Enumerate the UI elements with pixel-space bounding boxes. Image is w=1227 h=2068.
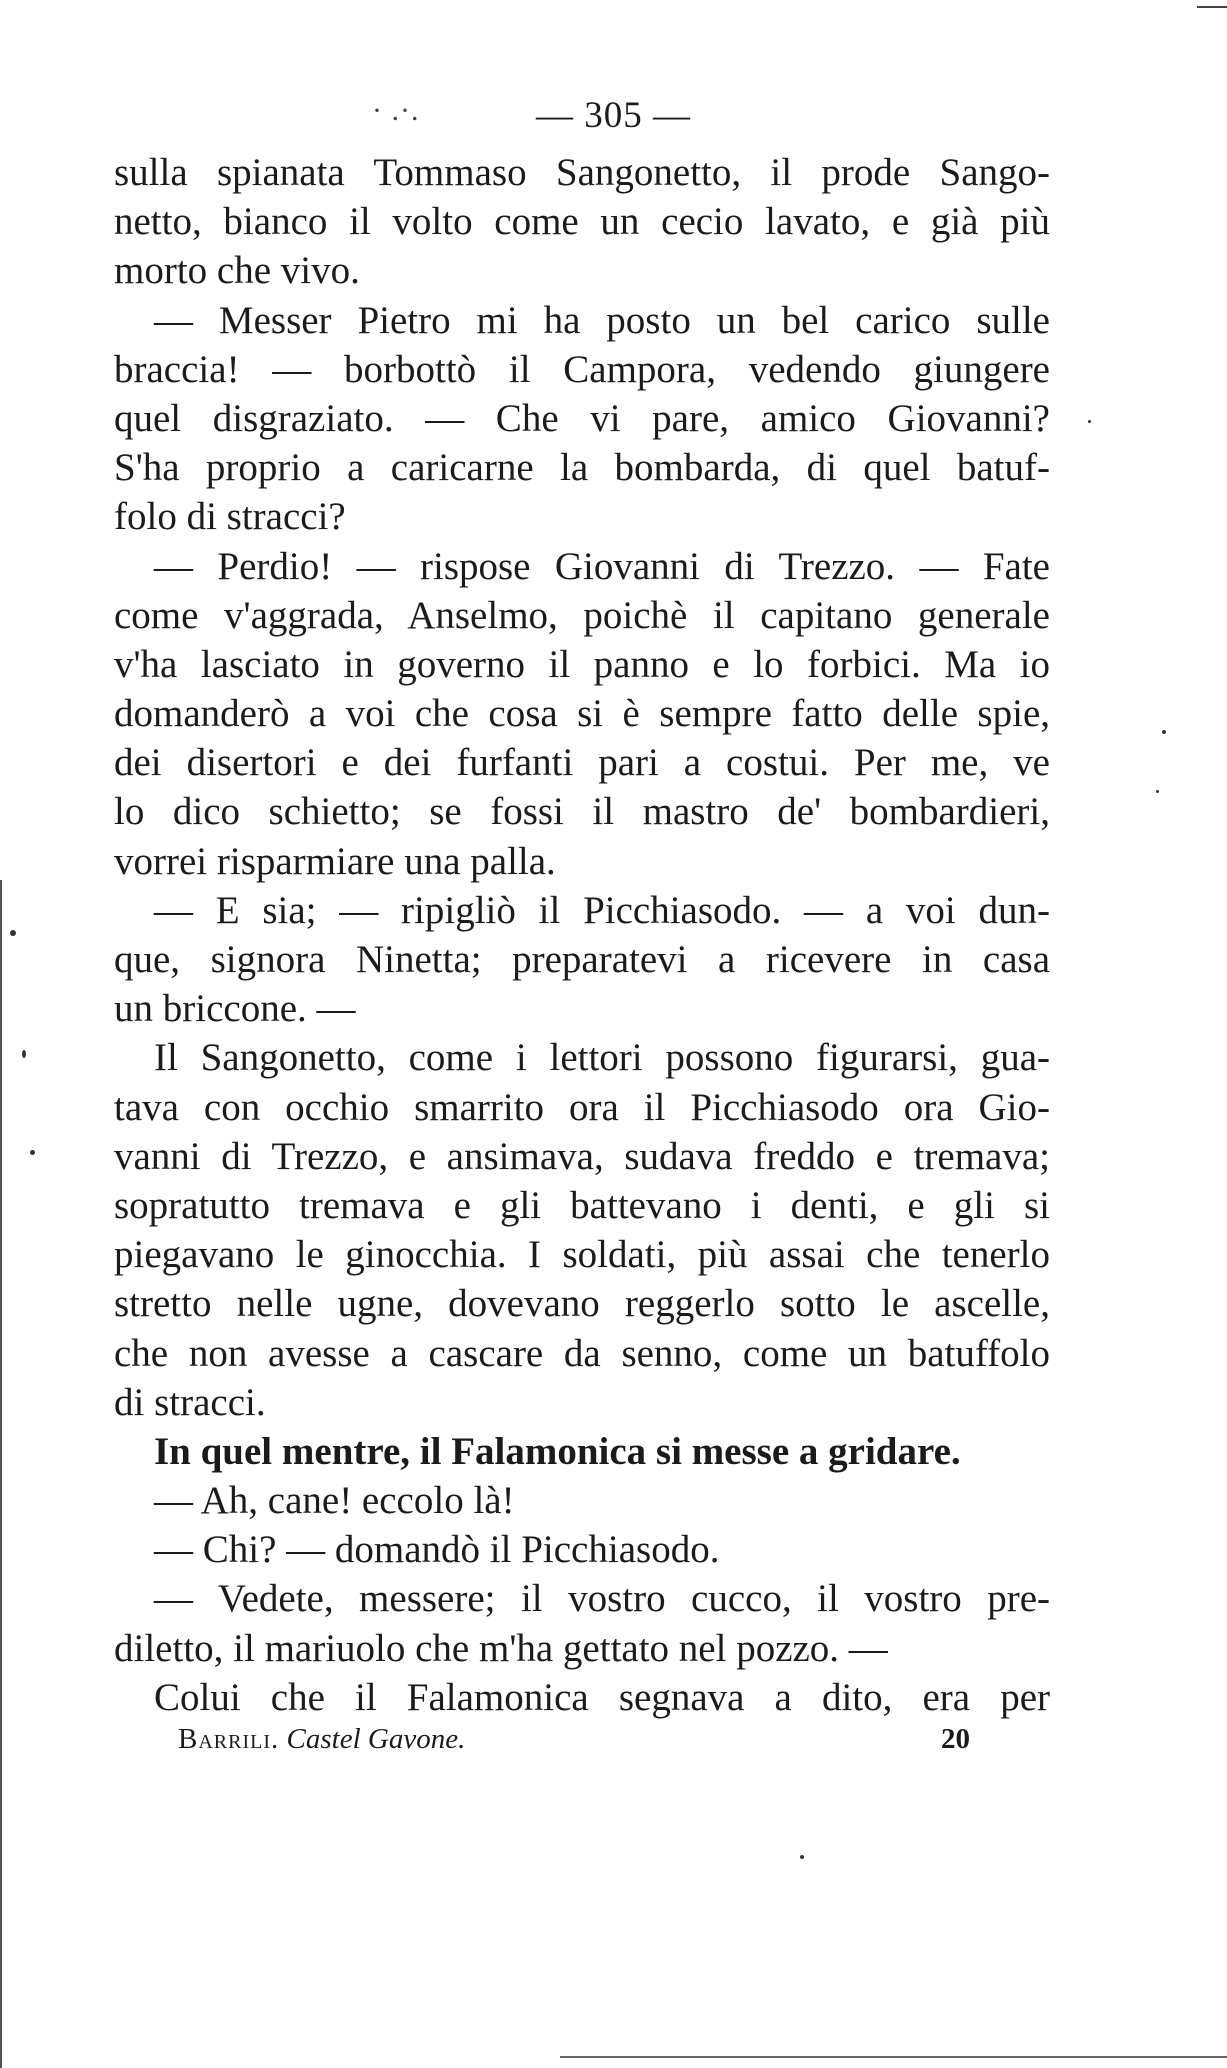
text-line: Colui che il Falamonica segnava a dito, era per	[154, 1675, 1050, 1719]
text-line: piegavano le ginocchia. I soldati, più assai che tenerlo	[114, 1233, 1050, 1277]
text-line: vanni di Trezzo, e ansimava, sudava freddo e tremava;	[114, 1134, 1050, 1178]
text-line: quel disgraziato. — Che vi pare, amico Giovanni?	[114, 396, 1050, 440]
binding-gutter-edge	[0, 880, 62, 2068]
text-line: — Messer Pietro mi ha posto un bel carico sulle	[154, 298, 1050, 342]
text-line: dei disertori e dei furfanti pari a costui. Per me, ve	[114, 741, 1050, 785]
scan-speck	[30, 1150, 35, 1155]
scan-speck	[800, 1855, 804, 1859]
text-line: stretto nelle ugne, dovevano reggerlo sotto le ascelle,	[114, 1282, 1050, 1326]
text-line: — E sia; — ripigliò il Picchiasodo. — a voi dun-	[154, 888, 1050, 932]
text-line: v'ha lasciato in governo il panno e lo forbici. Ma io	[114, 642, 1050, 686]
text-line: folo di stracci?	[114, 495, 346, 539]
text-line: diletto, il mariuolo che m'ha gettato nel pozzo. —	[114, 1626, 888, 1670]
page-header	[0, 94, 1227, 137]
text-line: come v'aggrada, Anselmo, poichè il capitano generale	[114, 593, 1050, 637]
signature-mark: 20	[941, 1723, 970, 1755]
text-line: S'ha proprio a caricarne la bombarda, di quel batuf-	[114, 446, 1050, 490]
scan-edge-mark	[1197, 6, 1227, 8]
page-number: — 305 —	[536, 95, 691, 136]
footer-title: Castel Gavone.	[286, 1723, 466, 1755]
text-line: sopratutto tremava e gli battevano i denti, e gli si	[114, 1183, 1050, 1227]
text-line: lo dico schietto; se fossi il mastro de' bombardieri,	[114, 790, 1050, 834]
text-line: braccia! — borbottò il Campora, vedendo giungere	[114, 347, 1050, 391]
scan-speck	[22, 1050, 26, 1058]
scan-speck	[1156, 790, 1159, 793]
text-line: Il Sangonetto, come i lettori possono figurarsi, gua-	[154, 1036, 1050, 1080]
text-line: di stracci.	[114, 1380, 266, 1424]
text-line: che non avesse a cascare da senno, come un batuffolo	[114, 1331, 1050, 1375]
scan-speck	[1162, 730, 1166, 734]
text-line: un briccone. —	[114, 987, 356, 1031]
text-line: que, signora Ninetta; preparatevi a ricevere in casa	[114, 938, 1050, 981]
scan-speck	[10, 930, 16, 936]
text-line: domanderò a voi che cosa si è sempre fatto delle spie,	[114, 692, 1050, 736]
text-line: morto che vivo.	[114, 249, 360, 293]
text-line: tava con occhio smarrito ora il Picchiasodo ora Gio-	[114, 1085, 1050, 1129]
text-line: — Perdio! — rispose Giovanni di Trezzo. — Fate	[154, 544, 1050, 588]
text-line: — Ah, cane! eccolo là!	[154, 1479, 515, 1523]
text-line: netto, bianco il volto come un cecio lavato, e già più	[114, 200, 1050, 244]
page-footer	[178, 1719, 970, 1759]
text-line: sulla spianata Tommaso Sangonetto, il prode Sango-	[114, 151, 1050, 194]
text-line: In quel mentre, il Falamonica si messe a gridare.	[154, 1429, 961, 1473]
footer-author: Barrili.	[178, 1723, 280, 1755]
scan-speck	[1088, 420, 1091, 423]
text-line: vorrei risparmiare una palla.	[114, 839, 556, 883]
text-line: — Vedete, messere; il vostro cucco, il vostro pre-	[154, 1577, 1050, 1621]
header-specks: · .·.	[372, 94, 420, 127]
text-line: — Chi? — domandò il Picchiasodo.	[154, 1528, 720, 1572]
body-text	[114, 148, 1050, 1722]
scan-bottom-line	[560, 2056, 1227, 2058]
